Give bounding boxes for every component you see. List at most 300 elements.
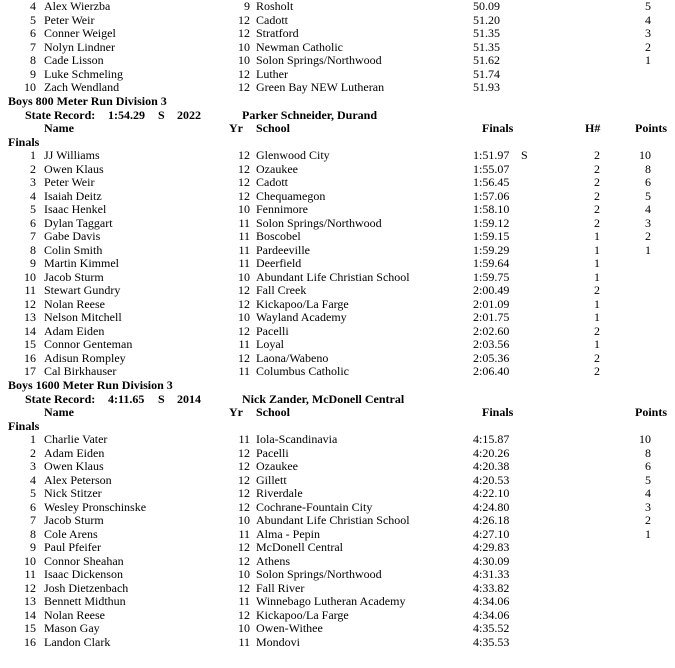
state-record-row	[0, 393, 675, 407]
state-record-holder: Parker Schneider, Durand	[242, 107, 378, 122]
athlete-name: Nolan Reese	[44, 296, 105, 311]
place: 2	[30, 161, 36, 176]
place: 1	[30, 148, 36, 162]
final-time: 51.62	[473, 53, 500, 67]
column-header-row	[0, 122, 675, 136]
year: 10	[238, 53, 250, 67]
points: 2	[645, 513, 651, 527]
athlete-name: Adisun Rompley	[44, 350, 126, 365]
header-school: School	[256, 121, 291, 135]
athlete-name: Connor Sheahan	[44, 553, 124, 568]
state-record-flag: S	[158, 391, 165, 406]
state-record-time: 1:54.29	[108, 107, 145, 122]
result-row	[0, 163, 675, 177]
final-time: 1:56.45	[473, 175, 510, 189]
athlete-name: Wesley Pronschinske	[44, 499, 147, 514]
athlete-name: Peter Weir	[44, 12, 95, 27]
final-time: 1:59.15	[473, 229, 510, 243]
athlete-name: Luke Schmeling	[44, 66, 123, 81]
school: Pardeeville	[256, 242, 310, 257]
place: 9	[30, 256, 36, 270]
athlete-name: Conner Weigel	[44, 26, 116, 40]
place: 2	[30, 445, 36, 460]
athlete-name: Gabe Davis	[44, 229, 101, 243]
result-row	[0, 595, 675, 609]
final-time: 1:51.97	[473, 148, 510, 162]
year: 12	[238, 350, 250, 365]
place: 17	[24, 364, 36, 378]
year: 12	[238, 283, 250, 297]
school: Abundant Life Christian School	[256, 269, 410, 284]
school: Cadott	[256, 175, 288, 189]
final-time: 51.35	[473, 26, 500, 40]
header-finals: Finals	[482, 121, 514, 135]
result-row	[0, 176, 675, 190]
final-time: 4:24.80	[473, 499, 510, 514]
result-row	[0, 271, 675, 285]
points: 4	[645, 12, 651, 27]
year: 12	[238, 323, 250, 338]
athlete-name: Adam Eiden	[44, 323, 105, 338]
athlete-name: Martin Kimmel	[44, 256, 119, 270]
points: 6	[645, 459, 651, 473]
result-row	[0, 501, 675, 515]
athlete-name: Alex Wierzba	[44, 0, 111, 13]
school: Fall Creek	[256, 283, 307, 297]
heat-number: 1	[594, 256, 600, 270]
final-time: 2:05.36	[473, 350, 510, 365]
points: 2	[645, 229, 651, 243]
place: 3	[30, 459, 36, 473]
heat-number: 2	[594, 323, 600, 338]
result-row	[0, 528, 675, 542]
heat-number: 1	[594, 242, 600, 257]
year: 12	[238, 459, 250, 473]
result-row	[0, 217, 675, 231]
state-record-label: State Record:	[25, 107, 96, 122]
final-time: 2:00.49	[473, 283, 510, 297]
place: 8	[30, 526, 36, 541]
year: 10	[238, 310, 250, 324]
section-label-row	[0, 136, 675, 150]
final-time: 4:34.06	[473, 594, 510, 608]
points: 3	[645, 499, 651, 514]
event-title: Boys 1600 Meter Run Division 3	[8, 378, 173, 392]
record-flag: S	[521, 148, 528, 162]
athlete-name: Adam Eiden	[44, 445, 105, 460]
final-time: 2:01.09	[473, 296, 510, 311]
state-record-label: State Record:	[25, 391, 96, 406]
state-record-year: 2022	[177, 107, 201, 122]
heat-number: 2	[594, 215, 600, 230]
result-row	[0, 487, 675, 501]
result-row	[0, 365, 675, 379]
school: Alma - Pepin	[256, 526, 320, 541]
heat-number: 2	[594, 188, 600, 203]
athlete-name: Jacob Sturm	[44, 513, 104, 527]
year: 10	[238, 567, 250, 581]
school: Mondovi	[256, 634, 301, 649]
school: Pacelli	[256, 445, 289, 460]
year: 10	[238, 39, 250, 54]
final-time: 2:03.56	[473, 337, 510, 351]
place: 11	[24, 283, 36, 297]
final-time: 4:34.06	[473, 607, 510, 622]
final-time: 1:59.29	[473, 242, 510, 257]
final-time: 4:33.82	[473, 580, 510, 595]
school: Solon Springs/Northwood	[256, 215, 382, 230]
final-time: 50.09	[473, 0, 500, 13]
place: 15	[24, 621, 36, 635]
year: 11	[238, 242, 250, 257]
place: 16	[24, 634, 36, 649]
school: Abundant Life Christian School	[256, 513, 410, 527]
final-time: 4:26.18	[473, 513, 510, 527]
school: McDonell Central	[256, 540, 343, 554]
athlete-name: Cole Arens	[44, 526, 98, 541]
athlete-name: Isaac Henkel	[44, 202, 107, 216]
result-row	[0, 555, 675, 569]
year: 11	[238, 256, 250, 270]
place: 12	[24, 296, 36, 311]
place: 5	[30, 486, 36, 500]
athlete-name: JJ Williams	[44, 148, 100, 162]
place: 6	[30, 215, 36, 230]
place: 6	[30, 26, 36, 40]
final-time: 4:35.53	[473, 634, 510, 649]
final-time: 4:20.53	[473, 472, 510, 487]
athlete-name: Landon Clark	[44, 634, 111, 649]
final-time: 1:59.75	[473, 269, 510, 284]
athlete-name: Cal Birkhauser	[44, 364, 117, 378]
school: Rosholt	[256, 0, 294, 13]
year: 12	[238, 66, 250, 81]
place: 9	[30, 540, 36, 554]
place: 10	[24, 553, 36, 568]
result-row	[0, 0, 675, 14]
result-row	[0, 568, 675, 582]
year: 11	[238, 526, 250, 541]
year: 12	[238, 607, 250, 622]
section-label: Finals	[8, 418, 40, 433]
final-time: 51.93	[473, 80, 500, 94]
year: 12	[238, 188, 250, 203]
place: 13	[24, 310, 36, 324]
header-school: School	[256, 405, 291, 419]
state-record-holder: Nick Zander, McDonell Central	[242, 391, 405, 406]
athlete-name: Jacob Sturm	[44, 269, 104, 284]
year: 11	[238, 594, 250, 608]
year: 12	[238, 486, 250, 500]
place: 1	[30, 432, 36, 446]
school: Columbus Catholic	[256, 364, 349, 378]
athlete-name: Owen Klaus	[44, 459, 104, 473]
state-record-time: 4:11.65	[108, 391, 145, 406]
school: Newman Catholic	[256, 39, 343, 54]
athlete-name: Owen Klaus	[44, 161, 104, 176]
heat-number: 2	[594, 364, 600, 378]
place: 4	[30, 472, 36, 487]
place: 5	[30, 12, 36, 27]
header-finals: Finals	[482, 405, 514, 419]
place: 7	[30, 39, 36, 54]
school: Winnebago Lutheran Academy	[256, 594, 406, 608]
result-row	[0, 474, 675, 488]
result-row	[0, 447, 675, 461]
year: 10	[238, 513, 250, 527]
year: 11	[238, 432, 250, 446]
result-row	[0, 81, 675, 95]
year: 12	[238, 540, 250, 554]
year: 12	[238, 553, 250, 568]
final-time: 1:55.07	[473, 161, 510, 176]
school: Luther	[256, 66, 288, 81]
school: Fennimore	[256, 202, 308, 216]
athlete-name: Mason Gay	[44, 621, 100, 635]
points: 6	[645, 175, 651, 189]
final-time: 4:22.10	[473, 486, 510, 500]
school: Cochrane-Fountain City	[256, 499, 373, 514]
year: 11	[238, 229, 250, 243]
school: Loyal	[256, 337, 284, 351]
final-time: 4:31.33	[473, 567, 510, 581]
result-row	[0, 190, 675, 204]
result-row	[0, 149, 675, 163]
result-row	[0, 68, 675, 82]
athlete-name: Isaiah Deitz	[44, 188, 102, 203]
place: 9	[30, 66, 36, 81]
athlete-name: Peter Weir	[44, 175, 95, 189]
place: 4	[30, 0, 36, 13]
final-time: 2:06.40	[473, 364, 510, 378]
result-row	[0, 311, 675, 325]
school: Owen-Withee	[256, 621, 323, 635]
school: Kickapoo/La Farge	[256, 296, 349, 311]
points: 2	[645, 39, 651, 54]
heat-number: 2	[594, 161, 600, 176]
athlete-name: Isaac Dickenson	[44, 567, 123, 581]
result-row	[0, 338, 675, 352]
heat-number: 2	[594, 350, 600, 365]
place: 14	[24, 323, 36, 338]
result-row	[0, 352, 675, 366]
event-title-row	[0, 95, 675, 109]
result-row	[0, 325, 675, 339]
school: Kickapoo/La Farge	[256, 607, 349, 622]
points: 10	[639, 148, 651, 162]
place: 7	[30, 513, 36, 527]
final-time: 4:20.26	[473, 445, 510, 460]
points: 4	[645, 202, 651, 216]
place: 4	[30, 188, 36, 203]
result-row	[0, 460, 675, 474]
athlete-name: Bennett Midthun	[44, 594, 126, 608]
place: 10	[24, 269, 36, 284]
final-time: 4:30.09	[473, 553, 510, 568]
result-row	[0, 636, 675, 650]
year: 12	[238, 80, 250, 94]
year: 12	[238, 12, 250, 27]
year: 12	[238, 148, 250, 162]
heat-number: 2	[594, 283, 600, 297]
points: 4	[645, 486, 651, 500]
state-record-flag: S	[158, 107, 165, 122]
school: Deerfield	[256, 256, 302, 270]
points: 8	[645, 161, 651, 176]
points: 8	[645, 445, 651, 460]
result-row	[0, 41, 675, 55]
final-time: 4:20.38	[473, 459, 510, 473]
points: 3	[645, 26, 651, 40]
year: 11	[238, 364, 250, 378]
year: 12	[238, 580, 250, 595]
place: 15	[24, 337, 36, 351]
athlete-name: Zach Wendland	[44, 80, 120, 94]
place: 6	[30, 499, 36, 514]
heat-number: 2	[594, 148, 600, 162]
school: Athens	[256, 553, 290, 568]
final-time: 51.74	[473, 66, 500, 81]
school: Stratford	[256, 26, 299, 40]
result-row	[0, 609, 675, 623]
result-row	[0, 257, 675, 271]
school: Laona/Wabeno	[256, 350, 329, 365]
result-row	[0, 14, 675, 28]
school: Ozaukee	[256, 161, 298, 176]
final-time: 51.20	[473, 12, 500, 27]
result-row	[0, 244, 675, 258]
year: 10	[238, 269, 250, 284]
heat-number: 1	[594, 269, 600, 284]
points: 5	[645, 472, 651, 487]
section-label-row	[0, 420, 675, 434]
school: Green Bay NEW Lutheran	[256, 80, 385, 94]
school: Iola-Scandinavia	[256, 432, 338, 446]
place: 3	[30, 175, 36, 189]
place: 7	[30, 229, 36, 243]
school: Glenwood City	[256, 148, 330, 162]
final-time: 2:02.60	[473, 323, 510, 338]
athlete-name: Connor Genteman	[44, 337, 133, 351]
result-row	[0, 203, 675, 217]
year: 12	[238, 175, 250, 189]
points: 3	[645, 215, 651, 230]
school: Pacelli	[256, 323, 289, 338]
year: 12	[238, 161, 250, 176]
year: 9	[244, 0, 250, 13]
year: 12	[238, 472, 250, 487]
athlete-name: Cade Lisson	[44, 53, 104, 67]
place: 12	[24, 580, 36, 595]
year: 11	[238, 337, 250, 351]
heat-number: 1	[594, 337, 600, 351]
final-time: 4:35.52	[473, 621, 510, 635]
athlete-name: Josh Dietzenbach	[44, 580, 129, 595]
athlete-name: Nolan Reese	[44, 607, 105, 622]
year: 12	[238, 26, 250, 40]
final-time: 4:29.83	[473, 540, 510, 554]
header-yr: Yr	[229, 121, 243, 135]
heat-number: 1	[594, 229, 600, 243]
event-title: Boys 800 Meter Run Division 3	[8, 94, 167, 108]
header-name: Name	[44, 121, 74, 135]
year: 12	[238, 499, 250, 514]
result-row	[0, 582, 675, 596]
points: 1	[645, 526, 651, 541]
heat-number: 1	[594, 296, 600, 311]
header-yr: Yr	[229, 405, 243, 419]
school: Chequamegon	[256, 188, 326, 203]
place: 13	[24, 594, 36, 608]
column-header-row	[0, 406, 675, 420]
place: 14	[24, 607, 36, 622]
year: 12	[238, 296, 250, 311]
heat-number: 2	[594, 175, 600, 189]
heat-number: 1	[594, 310, 600, 324]
school: Riverdale	[256, 486, 303, 500]
final-time: 1:59.12	[473, 215, 510, 230]
year: 10	[238, 202, 250, 216]
points: 10	[639, 432, 651, 446]
state-record-year: 2014	[177, 391, 201, 406]
school: Solon Springs/Northwood	[256, 53, 382, 67]
points: 5	[645, 0, 651, 13]
school: Fall River	[256, 580, 305, 595]
school: Ozaukee	[256, 459, 298, 473]
result-row	[0, 54, 675, 68]
athlete-name: Dylan Taggart	[44, 215, 113, 230]
athlete-name: Nick Stitzer	[44, 486, 102, 500]
final-time: 51.35	[473, 39, 500, 54]
athlete-name: Colin Smith	[44, 242, 103, 257]
points: 5	[645, 188, 651, 203]
school: Boscobel	[256, 229, 301, 243]
athlete-name: Charlie Vater	[44, 432, 108, 446]
athlete-name: Alex Peterson	[44, 472, 112, 487]
final-time: 2:01.75	[473, 310, 510, 324]
final-time: 4:15.87	[473, 432, 510, 446]
year: 11	[238, 634, 250, 649]
header-points: Points	[635, 405, 668, 419]
place: 5	[30, 202, 36, 216]
place: 11	[24, 567, 36, 581]
school: Cadott	[256, 12, 288, 27]
year: 10	[238, 621, 250, 635]
final-time: 1:59.64	[473, 256, 510, 270]
final-time: 1:58.10	[473, 202, 510, 216]
state-record-row	[0, 109, 675, 123]
year: 12	[238, 445, 250, 460]
place: 10	[24, 80, 36, 94]
header-points: Points	[635, 121, 668, 135]
final-time: 1:57.06	[473, 188, 510, 203]
result-row	[0, 514, 675, 528]
section-label: Finals	[8, 134, 40, 149]
header-name: Name	[44, 405, 74, 419]
place: 16	[24, 350, 36, 365]
header-heat: H#	[585, 121, 601, 135]
points: 1	[645, 242, 651, 257]
result-row	[0, 433, 675, 447]
result-row	[0, 622, 675, 636]
points: 1	[645, 53, 651, 67]
result-row	[0, 541, 675, 555]
athlete-name: Stewart Gundry	[44, 283, 121, 297]
school: Solon Springs/Northwood	[256, 567, 382, 581]
result-row	[0, 27, 675, 41]
athlete-name: Paul Pfeifer	[44, 540, 101, 554]
place: 8	[30, 242, 36, 257]
